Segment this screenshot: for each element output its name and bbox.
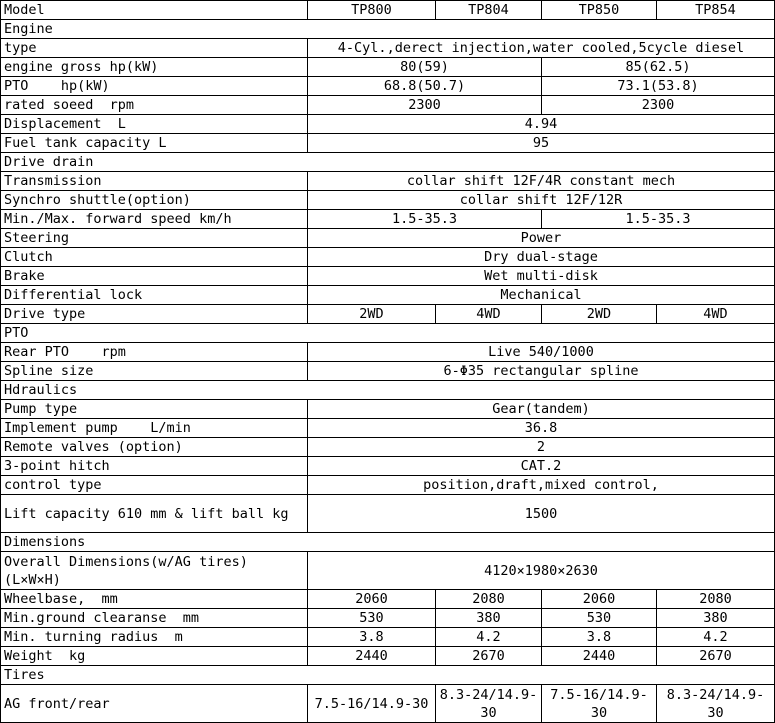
row-value: Wet multi-disk (308, 267, 775, 286)
row-value: Dry dual-stage (308, 248, 775, 267)
row-label: Displacement L (1, 115, 308, 134)
row-value: 3.8 (542, 628, 657, 647)
table-row (1, 229, 775, 248)
row-value: 7.5-16/14.9-30 (542, 685, 657, 723)
header-row (1, 1, 775, 20)
table-row (1, 590, 775, 609)
row-label: Drive type (1, 305, 308, 324)
model-name: TP800 (308, 1, 436, 20)
row-value: 8.3-24/14.9-30 (657, 685, 775, 723)
table-row (1, 685, 775, 723)
row-value: 380 (657, 609, 775, 628)
section-row (1, 324, 775, 343)
row-value: 4WD (657, 305, 775, 324)
row-label: Rear PTO rpm (1, 343, 308, 362)
table-row (1, 419, 775, 438)
row-value: 7.5-16/14.9-30 (308, 685, 436, 723)
row-value: 2440 (542, 647, 657, 666)
row-label: Lift capacity 610 mm & lift ball kg (1, 495, 308, 533)
row-value: Gear(tandem) (308, 400, 775, 419)
row-value: 2060 (308, 590, 436, 609)
row-label: Min./Max. forward speed km/h (1, 210, 308, 229)
row-value: 2060 (542, 590, 657, 609)
row-label: Steering (1, 229, 308, 248)
row-value: 3.8 (308, 628, 436, 647)
row-value: 4WD (436, 305, 542, 324)
row-value: 2300 (308, 96, 542, 115)
row-label: AG front/rear (1, 685, 308, 723)
row-label: Pump type (1, 400, 308, 419)
row-label: Transmission (1, 172, 308, 191)
table-row (1, 438, 775, 457)
row-value: 4120×1980×2630 (308, 552, 775, 590)
row-value: 73.1(53.8) (542, 77, 775, 96)
row-value: 85(62.5) (542, 58, 775, 77)
table-row (1, 77, 775, 96)
table-row (1, 457, 775, 476)
row-value: 6-Φ35 rectangular spline (308, 362, 775, 381)
section-engine: Engine (1, 20, 775, 39)
table-row (1, 400, 775, 419)
row-value: 2080 (657, 590, 775, 609)
row-label: PTO hp(kW) (1, 77, 308, 96)
table-row (1, 267, 775, 286)
table-row (1, 191, 775, 210)
row-label: type (1, 39, 308, 58)
table-row (1, 305, 775, 324)
table-row (1, 495, 775, 533)
row-label: Synchro shuttle(option) (1, 191, 308, 210)
section-row (1, 20, 775, 39)
table-row (1, 343, 775, 362)
table-row (1, 628, 775, 647)
section-row (1, 666, 775, 685)
table-row (1, 476, 775, 495)
row-value: Mechanical (308, 286, 775, 305)
row-label: Clutch (1, 248, 308, 267)
row-label: Min.ground clearanse mm (1, 609, 308, 628)
table-row (1, 134, 775, 153)
row-value: 1.5-35.3 (542, 210, 775, 229)
table-row (1, 362, 775, 381)
row-label: Spline size (1, 362, 308, 381)
row-value: 36.8 (308, 419, 775, 438)
section-tires: Tires (1, 666, 775, 685)
row-value: 380 (436, 609, 542, 628)
section-row (1, 533, 775, 552)
model-name: TP804 (436, 1, 542, 20)
row-value: 2WD (308, 305, 436, 324)
row-value: 2WD (542, 305, 657, 324)
row-label: rated soeed rpm (1, 96, 308, 115)
table-row (1, 609, 775, 628)
row-value: 1.5-35.3 (308, 210, 542, 229)
row-value: 2300 (542, 96, 775, 115)
row-label: 3-point hitch (1, 457, 308, 476)
row-label: Overall Dimensions(w/AG tires)(L×W×H) (1, 552, 308, 590)
row-value: 2440 (308, 647, 436, 666)
table-row (1, 552, 775, 590)
row-label: Remote valves (option) (1, 438, 308, 457)
table-row (1, 647, 775, 666)
table-row (1, 286, 775, 305)
row-value: 1500 (308, 495, 775, 533)
row-value: 8.3-24/14.9-30 (436, 685, 542, 723)
row-value: 2 (308, 438, 775, 457)
row-value: 2080 (436, 590, 542, 609)
table-row (1, 96, 775, 115)
section-hydraulics: Hdraulics (1, 381, 775, 400)
row-value: 530 (542, 609, 657, 628)
row-value: position,draft,mixed control, (308, 476, 775, 495)
section-drive: Drive drain (1, 153, 775, 172)
row-value: 95 (308, 134, 775, 153)
row-value: Live 540/1000 (308, 343, 775, 362)
table-row (1, 248, 775, 267)
row-label: Fuel tank capacity L (1, 134, 308, 153)
row-label: control type (1, 476, 308, 495)
model-label: Model (1, 1, 308, 20)
table-row (1, 39, 775, 58)
table-row (1, 172, 775, 191)
row-label: Differential lock (1, 286, 308, 305)
table-row (1, 115, 775, 134)
row-value: collar shift 12F/12R (308, 191, 775, 210)
row-label: Weight kg (1, 647, 308, 666)
row-label: Implement pump L/min (1, 419, 308, 438)
row-label: Wheelbase, mm (1, 590, 308, 609)
row-value: 4.2 (657, 628, 775, 647)
row-value: CAT.2 (308, 457, 775, 476)
section-row (1, 153, 775, 172)
row-label: Brake (1, 267, 308, 286)
row-value: 2670 (657, 647, 775, 666)
row-label: engine gross hp(kW) (1, 58, 308, 77)
table-row (1, 58, 775, 77)
row-value: 80(59) (308, 58, 542, 77)
row-value: 4-Cyl.,derect injection,water cooled,5cycle diesel (308, 39, 775, 58)
section-row (1, 381, 775, 400)
section-pto: PTO (1, 324, 775, 343)
model-name: TP850 (542, 1, 657, 20)
row-value: 4.2 (436, 628, 542, 647)
section-dimensions: Dimensions (1, 533, 775, 552)
row-value: 68.8(50.7) (308, 77, 542, 96)
row-value: 2670 (436, 647, 542, 666)
row-value: collar shift 12F/4R constant mech (308, 172, 775, 191)
row-value: Power (308, 229, 775, 248)
row-value: 530 (308, 609, 436, 628)
table-row (1, 210, 775, 229)
row-label: Min. turning radius m (1, 628, 308, 647)
row-value: 4.94 (308, 115, 775, 134)
model-name: TP854 (657, 1, 775, 20)
